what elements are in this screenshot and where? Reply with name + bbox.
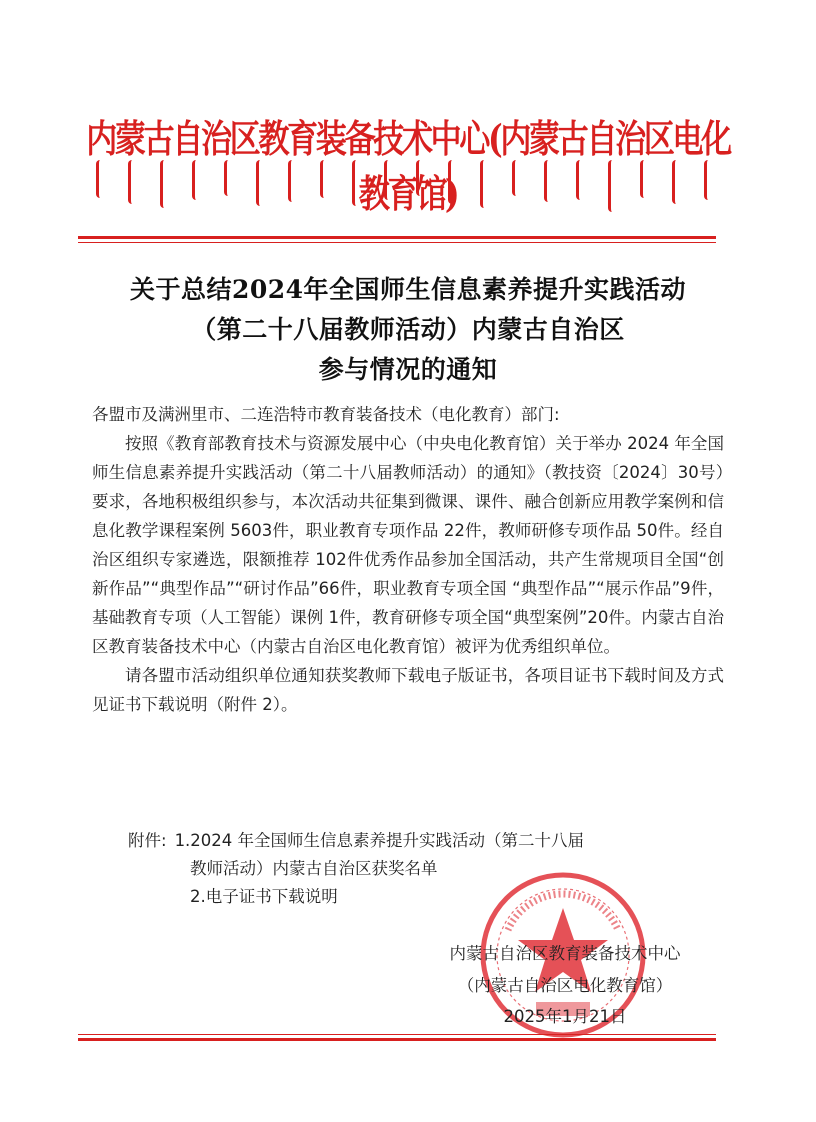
letterhead-org-name: 内蒙古自治区教育装备技术中心(内蒙古自治区电化教育馆) xyxy=(86,116,730,216)
signature-date: 2025年1月21日 xyxy=(503,1007,627,1026)
signature-org-alt: （内蒙古自治区电化教育馆） xyxy=(457,976,673,995)
attachment-item-1: 1.2024 年全国师生信息素养提升实践活动（第二十八届 xyxy=(174,831,585,850)
attachment-item-2: 2.电子证书下载说明 xyxy=(190,887,338,906)
attachments-label: 附件: xyxy=(128,831,167,850)
footer-divider-thin xyxy=(78,1034,716,1035)
doc-body xyxy=(92,400,724,719)
signature-org: 内蒙古自治区教育装备技术中心 xyxy=(449,944,681,963)
letterhead-divider-thin xyxy=(78,242,716,243)
letterhead-divider-thick xyxy=(78,236,716,239)
footer-divider-thick xyxy=(78,1038,716,1041)
doc-title-line3: 参与情况的通知 xyxy=(318,355,498,384)
body-paragraph-1: 按照《教育部教育技术与资源发展中心（中央电化教育馆）关于举办 2024 年全国师生信息素养提升实践活动（第二十八届教师活动）的通知》（教技资〔2024〕30号）要求，各地积极组织参与，本次活动共征集到微课、课件、融合创新应用教学案例和信息化教学课程案例 5603件，职业教育专项作品 22件，教师研修专项作品 50件。经自治区组织专家遴选，限额推荐 102件优秀作品参加全国活动，共产生常规项目全国“创新作品”“典型作品”“研讨作品”66件，职业教育专项全国 “典型作品”“展示作品”9件，基础教育专项（人工智能）课例 1件，教育研修专项全国“典型案例”20件。内蒙古自治区教育装备技术中心（内蒙古自治区电化教育馆）被评为优秀组织单位。 xyxy=(92,434,724,656)
mongolian-script-line xyxy=(88,160,728,212)
doc-title-line1: 关于总结2024年全国师生信息素养提升实践活动 xyxy=(129,275,687,304)
body-paragraph-2: 请各盟市活动组织单位通知获奖教师下载电子版证书，各项目证书下载时间及方式见证书下载说明（附件 2）。 xyxy=(92,666,724,714)
salutation: 各盟市及满洲里市、二连浩特市教育装备技术（电化教育）部门: xyxy=(92,405,560,424)
attachment-item-1-continued: 教师活动）内蒙古自治区获奖名单 xyxy=(190,859,438,878)
doc-title-line2: （第二十八届教师活动）内蒙古自治区 xyxy=(191,315,625,344)
